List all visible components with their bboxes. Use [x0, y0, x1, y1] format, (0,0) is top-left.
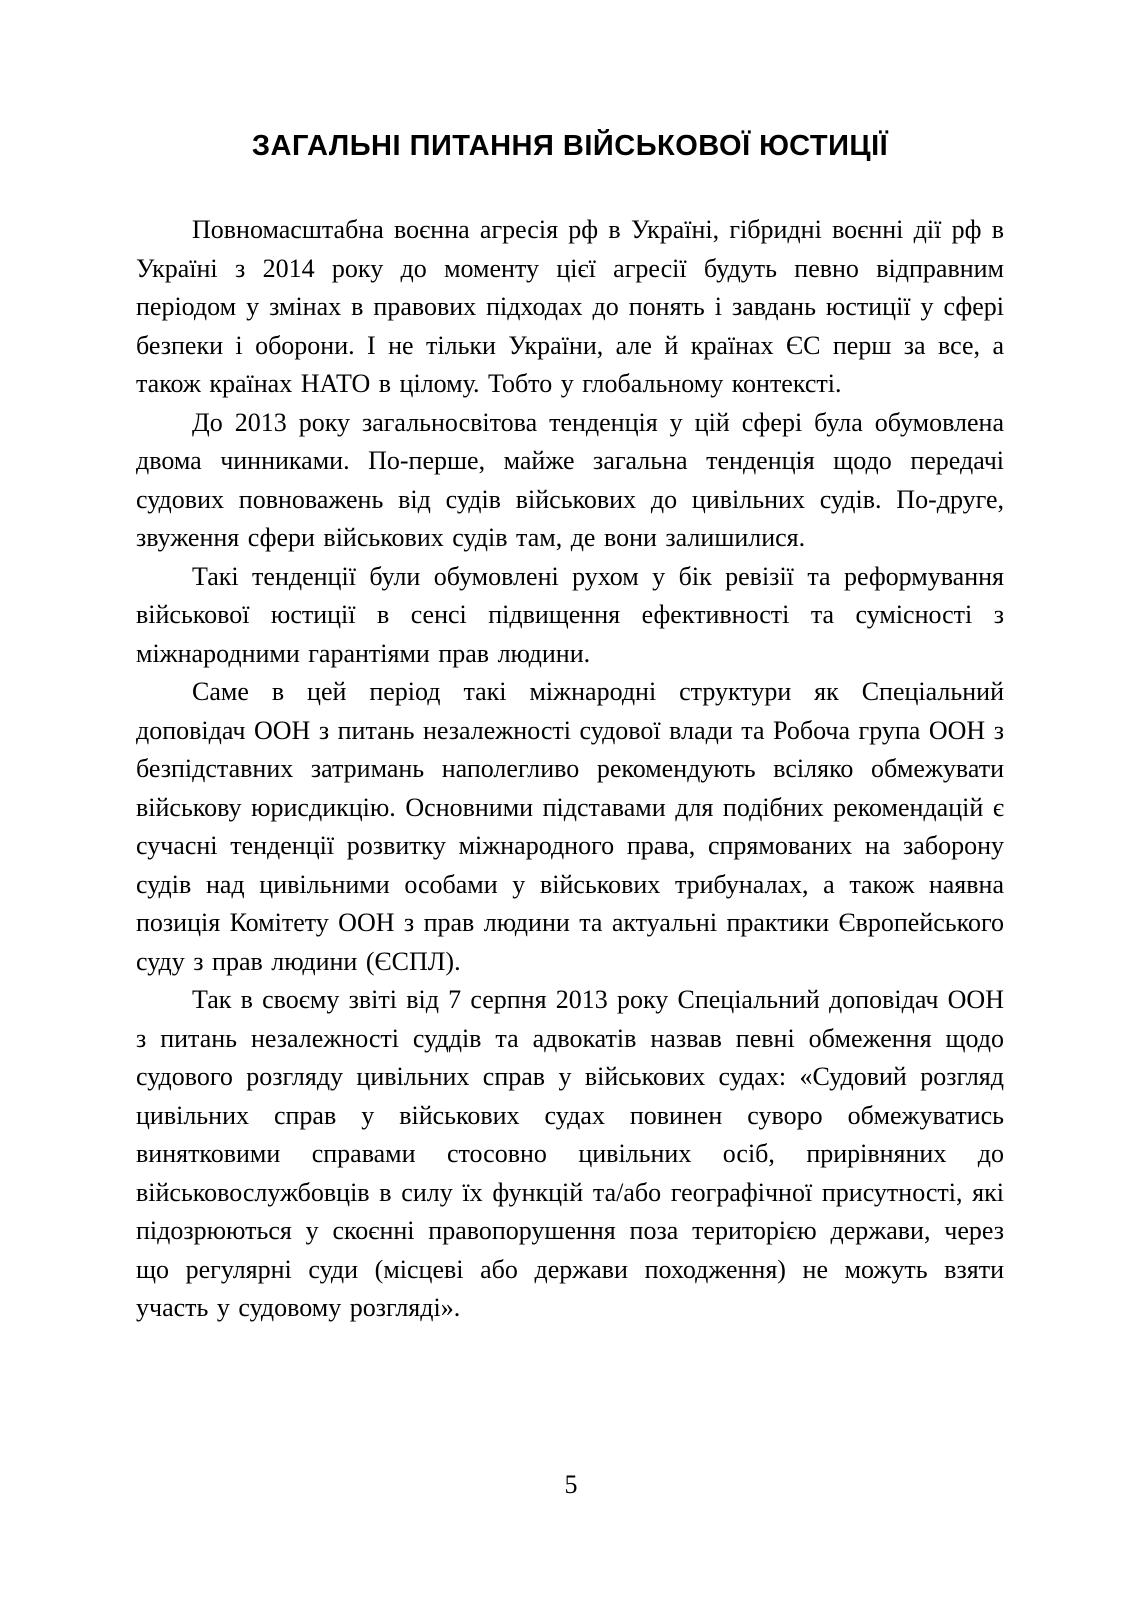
page-title: ЗАГАЛЬНІ ПИТАННЯ ВІЙСЬКОВОЇ ЮСТИЦІЇ	[251, 130, 889, 162]
paragraph: Так в своєму звіті від 7 серпня 2013 року Спеціальний доповідач ООН з питань незалежності суддів та адвокатів назвав певні обмеження щодо судового розгляду цивільних справ у військових судах: «Судовий розгляд цивільних справ у військових судах повинен суворо обмежуватись винятковими справами стосовно цивільних осіб, прирівняних до військовослужбовців в силу їх функцій та/або географічної присутності, які підозрюються у скоєнні правопорушення поза територією держави, через що регулярні суди (місцеві або держави походження) не можуть взяти участь у судовому розгляді».	[136, 985, 1004, 1322]
body-text	[136, 211, 1004, 1328]
page-number: 5	[564, 1470, 578, 1499]
paragraph: До 2013 року загальносвітова тенденція у цій сфері була обумовлена двома чинниками. По-перше, майже загальна тенденція щодо передачі судових повноважень від судів військових до цивільних судів. По-друге, звуження сфери військових судів там, де вони залишилися.	[136, 407, 1004, 552]
paragraph: Повномасштабна воєнна агресія рф в Україні, гібридні воєнні дії рф в Україні з 2014 року до моменту цієї агресії будуть певно відправним періодом у змінах в правових підходах до понять і завдань юстиції у сфері безпеки і оборони. І не тільки України, але й країнах ЄС перш за все, а також країнах НАТО в цілому. Тобто у глобальному контексті.	[136, 215, 1004, 398]
paragraph: Саме в цей період такі міжнародні структури як Спеціальний доповідач ООН з питань незалежності судової влади та Робоча група ООН з безпідставних затримань наполегливо рекомендують всіляко обмежувати військову юрисдикцію. Основними підставами для подібних рекомендацій є сучасні тенденції розвитку міжнародного права, спрямованих на заборону судів над цивільними особами у військових трибуналах, а також наявна позиція Комітету ООН з прав людини та актуальні практики Європейського суду з прав людини (ЄСПЛ).	[136, 677, 1004, 976]
paragraph: Такі тенденції були обумовлені рухом у бік ревізії та реформування військової юстиції в сенсі підвищення ефективності та сумісності з міжнародними гарантіями прав людини.	[136, 561, 1004, 668]
